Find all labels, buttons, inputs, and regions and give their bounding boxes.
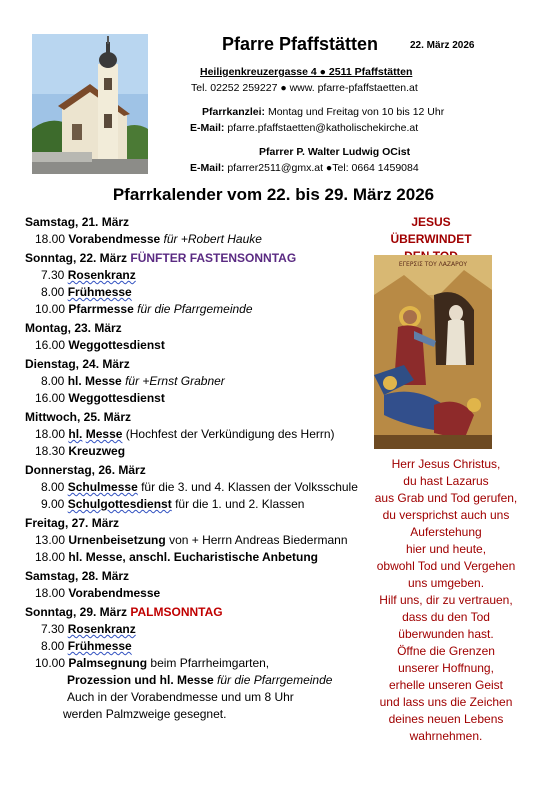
office-label: Pfarrkanzlei: (202, 106, 266, 118)
list-item: 18.30 Kreuzweg (35, 444, 126, 458)
lazarus-icon-image (374, 255, 492, 449)
list-item: 8.00 Frühmesse (41, 639, 132, 653)
feast-label: FÜNFTER FASTENSONNTAG (130, 251, 297, 265)
office-hours: Montag und Freitag von 10 bis 12 Uhr (267, 106, 445, 118)
prayer-line: hier und heute, (405, 542, 487, 556)
day-heading: Sonntag, 29. März PALMSONNTAG (25, 605, 223, 619)
list-item: 7.30 Rosenkranz (41, 622, 136, 636)
list-item: 18.00 Vorabendmesse (35, 586, 161, 600)
list-item: 10.00 Palmsegnung beim Pfarrheimgarten, (35, 656, 270, 670)
sidebar-title: JESUS ÜBERWINDET (390, 215, 472, 246)
list-item: 16.00 Weggottesdienst (35, 338, 165, 352)
office-hours-line (202, 106, 444, 118)
prayer-line: aus Grab und Tod gerufen, (374, 491, 518, 505)
prayer-line: deines neuen Lebens (388, 712, 504, 726)
parish-address: Heiligenkreuzergasse 4 ● 2511 Pfaffstätten (200, 66, 413, 78)
email-line-2 (190, 162, 419, 174)
icon-caption: ΕΓΕΡΣΙΣ ΤΟΥ ΛΑΖΑΡΟΥ (398, 261, 468, 268)
list-item-continuation: Auch in der Vorabendmesse und um 8 Uhr (67, 690, 294, 704)
prayer-line: wahrnehmen. (409, 729, 483, 743)
prayer-line: erhelle unseren Geist (388, 678, 504, 692)
email-line-1 (190, 122, 418, 134)
prayer-line: und lass uns die Zeichen (379, 695, 513, 709)
priest-email[interactable]: pfarrer2511@gmx.at ●Tel: 0664 1459084 (227, 162, 419, 174)
list-item: 16.00 Weggottesdienst (35, 391, 165, 405)
list-item: 18.00 hl. Messe (Hochfest der Verkündigung des Herrn) (35, 427, 335, 441)
list-item: 8.00 Frühmesse (41, 285, 132, 299)
prayer-line: Auferstehung (410, 525, 482, 539)
list-item: 18.00 Vorabendmesse für +Robert Hauke (35, 232, 262, 246)
feast-label: PALMSONNTAG (130, 605, 223, 619)
prayer-line: du versprichst auch uns (382, 508, 510, 522)
list-item: 7.30 Rosenkranz (41, 268, 136, 282)
bulletin-date: 22. März 2026 (410, 40, 475, 51)
day-heading: Dienstag, 24. März (25, 357, 130, 371)
list-item: 8.00 Schulmesse für die 3. und 4. Klassen der Volksschule (41, 480, 358, 494)
email-label-1: E-Mail: (190, 122, 225, 134)
prayer-line: Herr Jesus Christus, (391, 457, 501, 471)
prayer-line: du hast Lazarus (403, 474, 489, 488)
priest-name: Pfarrer P. Walter Ludwig OCist (259, 146, 411, 158)
day-heading: Donnerstag, 26. März (25, 463, 146, 477)
day-heading: Mittwoch, 25. März (25, 410, 132, 424)
list-item: 8.00 hl. Messe für +Ernst Grabner (41, 374, 225, 388)
list-item-continuation: Prozession und hl. Messe für die Pfarrgemeinde (67, 673, 333, 687)
email-label-2: E-Mail: (190, 162, 225, 174)
list-item: 10.00 Pfarrmesse für die Pfarrgemeinde (35, 302, 253, 316)
calendar-title: Pfarrkalender vom 22. bis 29. März 2026 (112, 185, 435, 204)
day-heading: Sonntag, 22. März FÜNFTER FASTENSONNTAG (25, 251, 297, 265)
list-item: 9.00 Schulgottesdienst für die 1. und 2. Klassen (41, 497, 305, 511)
prayer-line: obwohl Tod und Vergehen (376, 559, 516, 573)
day-heading: Montag, 23. März (25, 321, 122, 335)
parish-name: Pfarre Pfaffstätten (222, 34, 379, 54)
church-photo (32, 34, 148, 174)
list-item: 13.00 Urnenbeisetzung von + Herrn Andreas Biedermann (35, 533, 348, 547)
prayer-line: dass du den Tod (402, 610, 490, 624)
day-heading: Freitag, 27. März (25, 516, 120, 530)
prayer-text (370, 456, 522, 745)
prayer-line: Hilf uns, dir zu vertrauen, (379, 593, 513, 607)
day-heading: Samstag, 21. März (25, 215, 130, 229)
calendar-list (25, 214, 370, 723)
list-item-continuation: werden Palmzweige gesegnet. (63, 707, 227, 721)
phone-website: Tel. 02252 259227 ● www. pfarre-pfaffstaetten.at (191, 82, 418, 94)
list-item: 18.00 hl. Messe, anschl. Eucharistische Anbetung (35, 550, 318, 564)
day-heading: Samstag, 28. März (25, 569, 130, 583)
prayer-line: Öffne die Grenzen (397, 644, 495, 658)
parish-email[interactable]: pfarre.pfaffstaetten@katholischekirche.at (227, 122, 419, 134)
prayer-line: uns umgeben. (407, 576, 485, 590)
prayer-line: überwunden hast. (398, 627, 494, 641)
prayer-line: unserer Hoffnung, (398, 661, 494, 675)
